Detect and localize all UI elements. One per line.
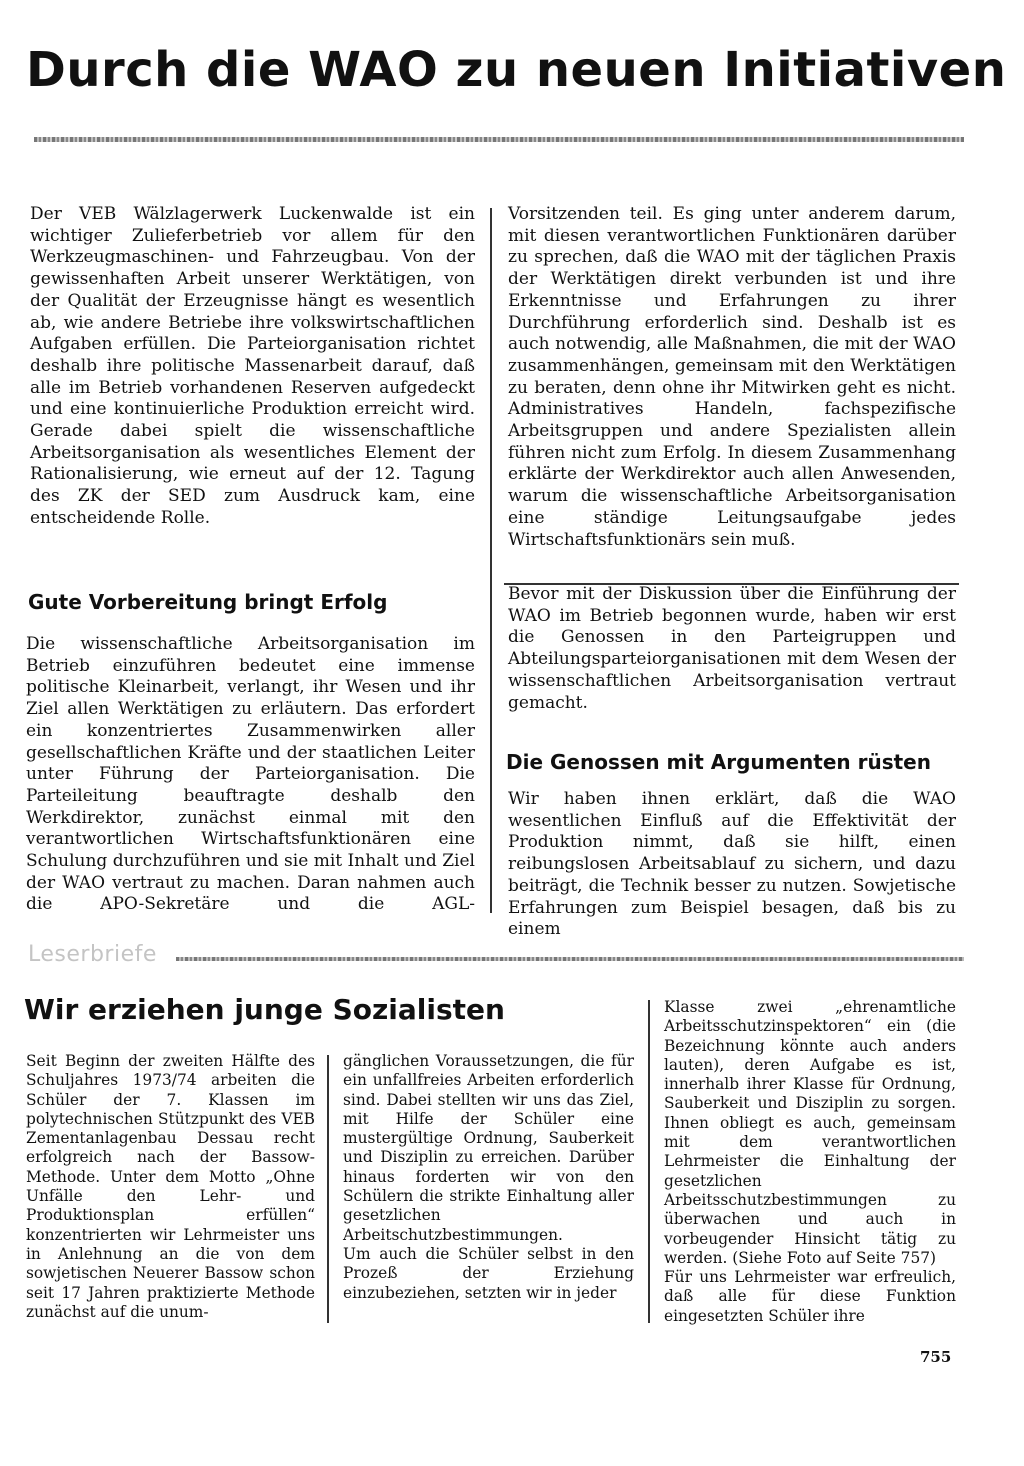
article1-column-right-middle — [508, 584, 956, 714]
article1-column-left-lower — [26, 634, 475, 916]
column-divider — [327, 1055, 329, 1323]
section-label: Leserbriefe — [28, 942, 157, 967]
article1-intro-paragraph: Der VEB Wälzlagerwerk Luckenwalde ist ein wichtiger Zulieferbetrieb vor allem für den Werkzeugmaschinen- und Fahrzeugbau. Von der gewissenhaften Arbeit unserer Werktätigen, von der Qualität der Erzeugnisse hängt es wesentlich ab, wie andere Betriebe ihre volkswirtschaftlichen Aufgaben erfüllen. Die Parteiorganisation richtet deshalb ihre politische Massenarbeit darauf, daß alle im Betrieb vorhandenen Reserven aufgedeckt und eine kontinuierliche Produktion erreicht wird. Gerade dabei spielt die wissenschaftliche Arbeitsorganisation als wesentliches Element der Rationalisierung, wie erneut auf der 12. Tagung des ZK der SED zum Ausdruck kam, eine entscheidende Rolle. — [30, 204, 475, 528]
article-title: Durch die WAO zu neuen Initiativen — [26, 42, 1007, 98]
article1-paragraph: Wir haben ihnen erklärt, daß die WAO wesentlichen Einfluß auf die Effektivität der Produktion nimmt, daß sie hilft, einen reibungslosen Arbeitsablauf zu sichern, und dazu beiträgt, die Technik besser zu nutzen. Sowjetische Erfahrungen zum Beispiel besagen, daß bis zu einem — [508, 789, 956, 940]
article2-title: Wir erziehen junge Sozialisten — [24, 993, 505, 1026]
article1-column-left — [30, 204, 475, 530]
article1-paragraph: Bevor mit der Diskussion über die Einführung der WAO im Betrieb begonnen wurde, haben wir erst die Genossen in den Parteigruppen und Abteilungsparteiorganisationen mit dem Wesen der wissenschaftlichen Arbeitsorganisation vertraut gemacht. — [508, 584, 956, 713]
column-divider — [648, 1000, 650, 1323]
title-rule — [34, 137, 964, 142]
article2-paragraph: Klasse zwei „ehrenamtliche Arbeitsschutzinspektoren“ ein (die Bezeichnung könnte auch anders lauten), deren Aufgabe es ist, innerhalb ihrer Klasse für Ordnung, Sauberkeit und Disziplin zu sorgen. Ihnen obliegt es auch, gemeinsam mit dem verantwortlichen Lehrmeister die Einhaltung der gesetzlichen Arbeitsschutzbestimmungen zu überwachen und auch in vorbeugender Hinsicht tätig zu werden. (Siehe Foto auf Seite 757) — [664, 998, 956, 1267]
article2-column-2 — [343, 1052, 634, 1303]
article2-paragraph: Seit Beginn der zweiten Hälfte des Schuljahres 1973/74 arbeiten die Schüler der 7. Klassen im polytechnischen Stützpunkt des VEB Zementanlagenbau Dessau recht erfolgreich nach der Bassow-Methode. Unter dem Motto „Ohne Unfälle den Lehr- und Produktionsplan erfüllen“ konzentrierten wir Lehrmeister uns in Anlehnung an die von dem sowjetischen Neuerer Bassow schon seit 17 Jahren praktizierte Methode zunächst auf die unum- — [26, 1052, 315, 1321]
article2-paragraph: gänglichen Voraussetzungen, die für ein unfallfreies Arbeiten erforderlich sind. Dabei stellten wir uns das Ziel, mit Hilfe der Schüler eine mustergültige Ordnung, Sauberkeit und Disziplin zu erreichen. Darüber hinaus forderten wir von den Schülern die strikte Einhaltung aller gesetzlichen Arbeitschutzbestimmungen. — [343, 1052, 634, 1244]
article1-paragraph: Die wissenschaftliche Arbeitsorganisation im Betrieb einzuführen bedeutet eine immense politische Kleinarbeit, verlangt, ihr Wesen und ihr Ziel allen Werktätigen zu erläutern. Das erfordert ein konzentriertes Zusammenwirken aller gesellschaftlichen Kräfte und der staatlichen Leiter unter Führung der Parteiorganisation. Die Parteileitung beauftragte deshalb den Werkdirektor, zunächst einmal mit den verantwortlichen Wirtschaftsfunktionären eine Schulung durchzuführen und sie mit Inhalt und Ziel der WAO vertraut zu machen. Daran nahmen auch die APO-Sekretäre und die AGL- — [26, 634, 475, 915]
page-number: 755 — [920, 1348, 952, 1366]
article2-column-1 — [26, 1052, 315, 1322]
section-rule — [176, 957, 964, 961]
article2-paragraph: Um auch die Schüler selbst in den Prozeß der Erziehung einzubeziehen, setzten wir in jeder — [343, 1244, 634, 1302]
subheading-genossen: Die Genossen mit Argumenten rüsten — [506, 750, 931, 774]
column-divider — [490, 208, 492, 913]
article2-column-3 — [664, 998, 956, 1326]
article1-paragraph: Vorsitzenden teil. Es ging unter anderem darum, mit diesen verantwortlichen Funktionären darüber zu sprechen, daß die WAO mit der täglichen Praxis der Werktätigen direkt verbunden ist und ihre Erkenntnisse und Erfahrungen zu ihrer Durchführung erforderlich sind. Deshalb ist es auch notwendig, alle Maßnahmen, die mit der WAO zusammenhängen, gemeinsam mit den Werktätigen zu beraten, denn ohne ihr Mitwirken geht es nicht. Administratives Handeln, fachspezifische Arbeitsgruppen und andere Spezialisten allein führen nicht zum Erfolg. In diesem Zusammenhang erklärte der Werkdirektor auch allen Anwesenden, warum die wissenschaftliche Arbeitsorganisation eine ständige Leitungsaufgabe jedes Wirtschaftsfunktionärs sein muß. — [508, 204, 956, 550]
article1-column-right-lower — [508, 789, 956, 941]
article1-column-right — [508, 204, 956, 551]
article2-paragraph: Für uns Lehrmeister war erfreulich, daß alle für diese Funktion eingesetzten Schüler ihre — [664, 1268, 956, 1325]
subheading-gute-vorbereitung: Gute Vorbereitung bringt Erfolg — [28, 590, 388, 614]
